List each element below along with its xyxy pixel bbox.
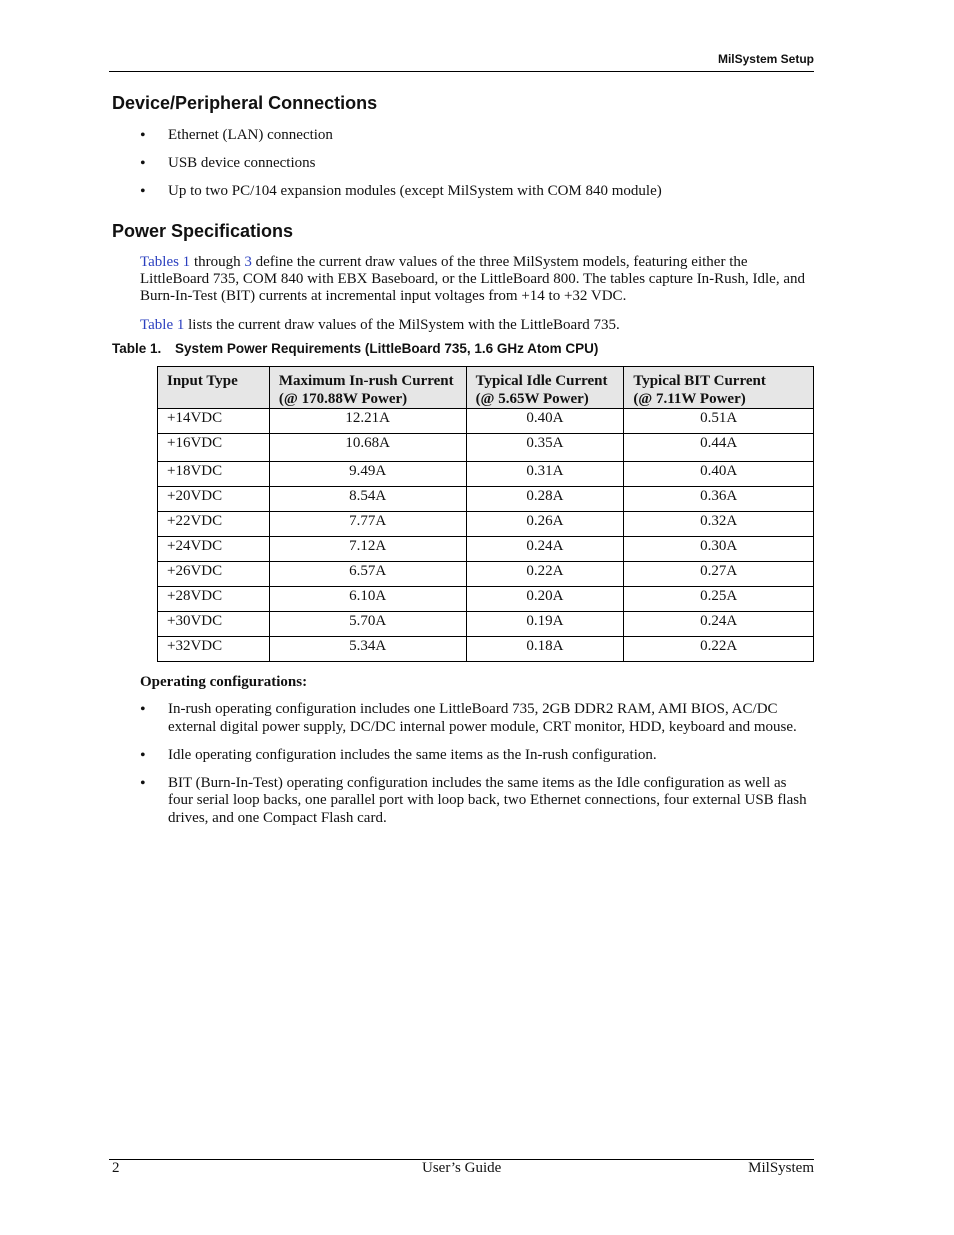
bullet-icon: • — [140, 774, 146, 792]
section-heading-connections: Device/Peripheral Connections — [112, 93, 378, 113]
table-row: +32VDC 5.34A 0.18A 0.22A — [158, 637, 814, 662]
column-header: Input Type — [158, 367, 270, 409]
bullet-icon: • — [140, 155, 146, 172]
column-header: Maximum In-rush Current (@ 170.88W Power) — [269, 367, 466, 409]
table-1-link[interactable]: Table 1 — [140, 317, 185, 333]
table-row: +26VDC 6.57A 0.22A 0.27A — [158, 562, 814, 587]
list-item: • BIT (Burn-In-Test) operating configuration includes the same items as the Idle configuration as well as four serial loop backs, one parallel port with loop back, two Ethernet connections, four external USB flash drives, and one Compact Flash card. — [140, 774, 807, 826]
operating-configurations-label: Operating configurations: — [140, 674, 308, 690]
table-caption-number: Table 1. — [112, 341, 162, 356]
bullet-icon: • — [140, 746, 146, 764]
power-requirements-table — [157, 366, 814, 662]
connections-list — [140, 127, 815, 211]
table-caption-text: System Power Requirements (LittleBoard 735, 1.6 GHz Atom CPU) — [175, 341, 599, 356]
footer-guide-title: User’s Guide — [422, 1160, 502, 1176]
column-header: Typical Idle Current (@ 5.65W Power) — [466, 367, 624, 409]
bullet-icon: • — [140, 701, 146, 718]
page-number: 2 — [112, 1160, 120, 1176]
table-row: +18VDC 9.49A 0.31A 0.40A — [158, 462, 814, 487]
bullet-icon: • — [140, 127, 146, 144]
table-row: +24VDC 7.12A 0.24A 0.30A — [158, 537, 814, 562]
column-header: Typical BIT Current (@ 7.11W Power) — [624, 367, 814, 409]
table-header-row — [158, 367, 814, 409]
footer-product-name: MilSystem — [748, 1160, 814, 1176]
running-header: MilSystem Setup — [717, 52, 814, 66]
header-rule — [109, 71, 814, 72]
list-item: • USB device connections — [140, 155, 316, 172]
table-caption — [112, 341, 598, 356]
list-item: • Ethernet (LAN) connection — [140, 127, 333, 144]
tables-1-link[interactable]: Tables 1 — [140, 254, 191, 270]
list-item: • Idle operating configuration includes the same items as the In-rush configuration. — [140, 746, 657, 764]
table-row: +22VDC 7.77A 0.26A 0.32A — [158, 512, 814, 537]
table-row: +20VDC 8.54A 0.28A 0.36A — [158, 487, 814, 512]
operating-configurations-list — [140, 701, 815, 838]
table-row: +16VDC 10.68A 0.35A 0.44A — [158, 434, 814, 462]
table-3-link[interactable]: 3 — [244, 254, 252, 270]
table-intro-paragraph: Table 1 lists the current draw values of the MilSystem with the LittleBoard 735. — [140, 317, 620, 333]
table-row: +28VDC 6.10A 0.20A 0.25A — [158, 587, 814, 612]
section-heading-power: Power Specifications — [112, 221, 294, 241]
list-item: • In-rush operating configuration includes one LittleBoard 735, 2GB DDR2 RAM, AMI BIOS, AC/DC external digital power supply, DC/DC internal power module, CRT monitor, HDD, keyboard and mouse. — [140, 701, 797, 735]
table-row: +30VDC 5.70A 0.19A 0.24A — [158, 612, 814, 637]
bullet-icon: • — [140, 183, 146, 200]
power-intro-paragraph: Tables 1 through 3 define the current draw values of the three MilSystem models, featuring either the LittleBoard 735, COM 840 with EBX Baseboard, or the LittleBoard 800. The tables capture In-Rush, Idle, and Burn-In-Test (BIT) currents at incremental input voltages from +14 to +32 VDC. — [140, 254, 806, 304]
list-item: • Up to two PC/104 expansion modules (except MilSystem with COM 840 module) — [140, 183, 662, 200]
table-row: +14VDC 12.21A 0.40A 0.51A — [158, 409, 814, 434]
